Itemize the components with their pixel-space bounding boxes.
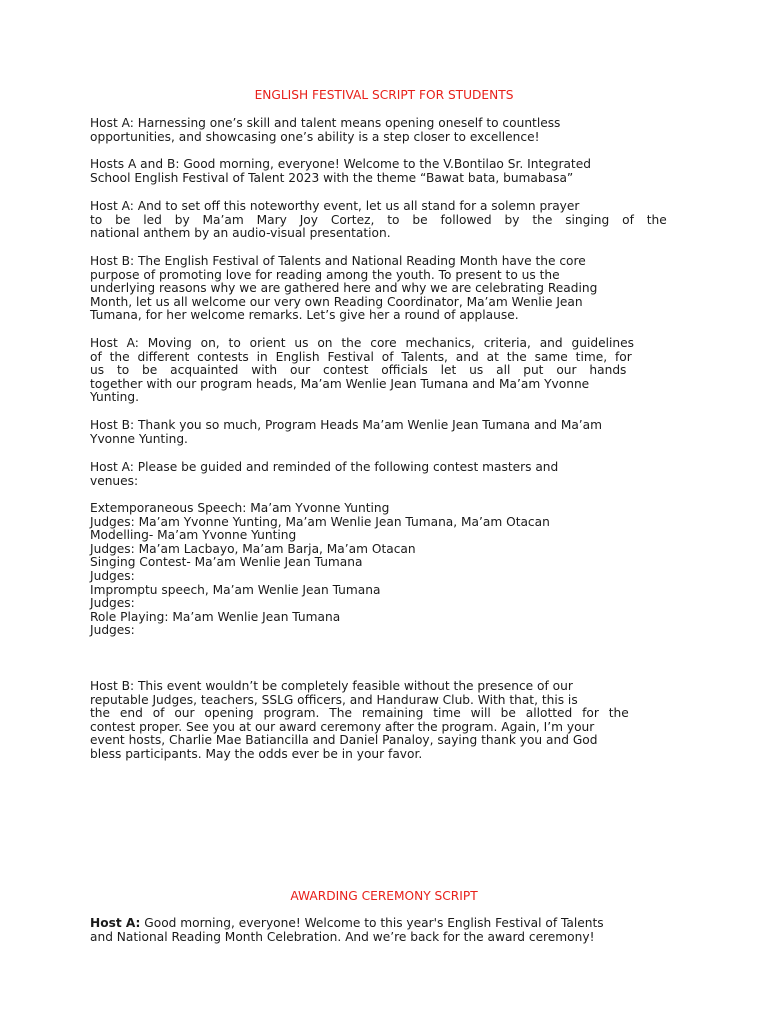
list-item: Singing Contest- Ma’am Wenlie Jean Tumana	[90, 555, 363, 570]
text-line: event hosts, Charlie Mae Batiancilla and Daniel Panaloy, saying thank you and God	[90, 733, 598, 748]
text-line: Month, let us all welcome our very own Reading Coordinator, Ma’am Wenlie Jean	[90, 294, 583, 309]
list-item: Judges:	[90, 596, 135, 611]
script-title: ENGLISH FESTIVAL SCRIPT FOR STUDENTS	[254, 88, 514, 102]
text-line: Yvonne Yunting.	[90, 431, 188, 446]
list-item: Impromptu speech, Ma’am Wenlie Jean Tumana	[90, 582, 381, 597]
speaker-label: Host A:	[90, 916, 141, 930]
text-line: contest proper. See you at our award ceremony after the program. Again, I’m your	[90, 719, 595, 734]
paragraph-thanks	[90, 419, 690, 446]
text-line: to be led by Ma’am Mary Joy Cortez, to be followed by the singing of the	[90, 212, 667, 227]
paragraph-guidelines	[90, 461, 690, 488]
text-line: bless participants. May the odds ever be in your favor.	[90, 746, 423, 761]
text-line	[90, 917, 690, 931]
list-item: Judges:	[90, 623, 135, 638]
paragraph-closing	[90, 680, 690, 762]
text-line: the end of our opening program. The remaining time will be allotted for the	[90, 706, 629, 721]
text-line: us to be acquainted with our contest officials let us all put our hands	[90, 363, 627, 378]
text-line: Host B: Thank you so much, Program Heads Ma’am Wenlie Jean Tumana and Ma’am	[90, 418, 603, 432]
paragraph-prayer	[90, 200, 690, 241]
text-line: together with our program heads, Ma’am Wenlie Jean Tumana and Ma’am Yvonne	[90, 376, 590, 391]
list-item: Judges: Ma’am Yvonne Yunting, Ma’am Wenlie Jean Tumana, Ma’am Otacan	[90, 514, 550, 529]
awarding-title: AWARDING CEREMONY SCRIPT	[290, 889, 478, 903]
paragraph-awarding-host-a	[90, 917, 690, 944]
text-line: Tumana, for her welcome remarks. Let’s give her a round of applause.	[90, 308, 519, 323]
paragraph-hosts-greeting	[90, 158, 690, 185]
text-line: national anthem by an audio-visual presentation.	[90, 226, 391, 241]
list-item: Judges:	[90, 568, 135, 583]
text-line: Yunting.	[90, 390, 139, 405]
text-span: Good morning, everyone! Welcome to this year's English Festival of Talents	[140, 916, 604, 930]
text-line: Hosts A and B: Good morning, everyone! Welcome to the V.Bontilao Sr. Integrated	[90, 157, 591, 171]
paragraph-reading-month	[90, 255, 690, 323]
text-line: underlying reasons why we are gathered here and why we are celebrating Reading	[90, 281, 598, 296]
text-line: Host B: This event wouldn’t be completely feasible without the presence of our	[90, 679, 573, 693]
paragraph-host-a-opening	[90, 117, 690, 144]
text-line: purpose of promoting love for reading among the youth. To present to us the	[90, 267, 560, 282]
paragraph-orientation	[90, 337, 690, 405]
text-line: of the different contests in English Festival of Talents, and at the same time, for	[90, 349, 632, 364]
text-line: Host B: The English Festival of Talents and National Reading Month have the core	[90, 254, 586, 268]
text-line: opportunities, and showcasing one’s ability is a step closer to excellence!	[90, 129, 540, 144]
text-line: School English Festival of Talent 2023 with the theme “Bawat bata, bumabasa”	[90, 170, 574, 185]
contest-list	[90, 502, 690, 638]
list-item: Role Playing: Ma’am Wenlie Jean Tumana	[90, 609, 341, 624]
list-item: Judges: Ma’am Lacbayo, Ma’am Barja, Ma’am Otacan	[90, 541, 416, 556]
text-line: Host A: Harnessing one’s skill and talent means opening oneself to countless	[90, 116, 561, 130]
list-item: Extemporaneous Speech: Ma’am Yvonne Yunting	[90, 501, 390, 515]
text-line: Host A: And to set off this noteworthy event, let us all stand for a solemn prayer	[90, 199, 580, 213]
text-line: Host A: Moving on, to orient us on the core mechanics, criteria, and guidelines	[90, 336, 634, 350]
text-line: venues:	[90, 473, 139, 488]
list-item: Modelling- Ma’am Yvonne Yunting	[90, 528, 297, 543]
text-line: Host A: Please be guided and reminded of the following contest masters and	[90, 460, 559, 474]
text-line: and National Reading Month Celebration. And we’re back for the award ceremony!	[90, 929, 595, 944]
text-line: reputable Judges, teachers, SSLG officers, and Handuraw Club. With that, this is	[90, 692, 578, 707]
